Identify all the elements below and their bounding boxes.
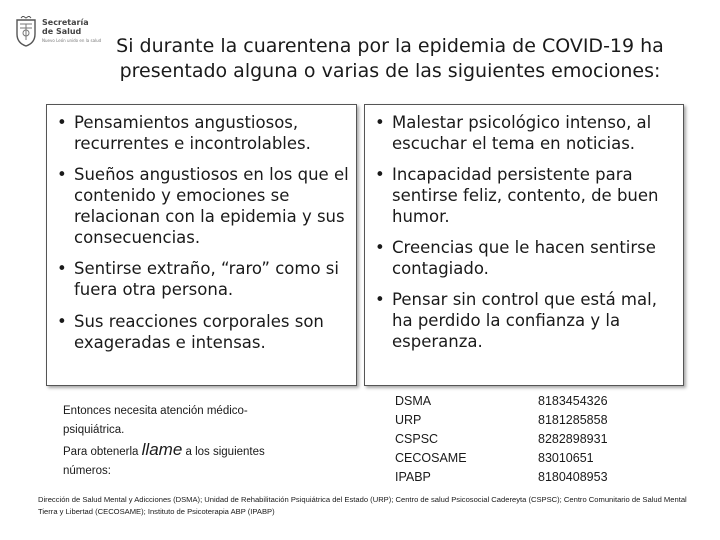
list-item: • Incapacidad persistente para sentirse feliz, contento, de buen humor. xyxy=(365,164,683,227)
contact-name: CECOSAME xyxy=(395,451,467,465)
contact-phone: 8282898931 xyxy=(538,432,608,446)
list-item: • Malestar psicológico intenso, al escuchar el tema en noticias. xyxy=(365,112,683,154)
contact-name: IPABP xyxy=(395,470,431,484)
note-part3: a los siguientes números: xyxy=(63,446,265,477)
institutions-footnote: Dirección de Salud Mental y Adicciones (DSMA); Unidad de Rehabilitación Psiquiátrica del Estado (URP); Centro de salud Psicosocial Cadereyta (CSPSC); Centro Comunitario de Salud Mental Tierra y Libertad (CECOSAME); Instituto de Psicoterapia ABP (IPABP) xyxy=(38,495,687,516)
emotions-box-right xyxy=(364,104,684,386)
contact-name: DSMA xyxy=(395,394,432,408)
coat-of-arms-icon xyxy=(14,16,38,48)
note-part2: Para obtenerla xyxy=(63,446,139,458)
contact-row xyxy=(395,430,655,449)
secretaria-salud-logo xyxy=(14,14,114,54)
list-item: • Sus reacciones corporales son exageradas e intensas. xyxy=(47,311,356,353)
list-item: • Pensar sin control que está mal, ha perdido la confianza y la esperanza. xyxy=(365,289,683,352)
contact-name: URP xyxy=(395,413,422,427)
page-title: Si durante la cuarentena por la epidemia de COVID-19 ha presentado alguna o varias de las siguientes emociones: xyxy=(116,35,664,82)
list-item: • Pensamientos angustiosos, recurrentes e incontrolables. xyxy=(47,112,356,154)
call-to-action-note xyxy=(63,402,273,481)
logo-text-line1: Secretaría xyxy=(42,18,89,27)
emotions-box-left xyxy=(46,104,357,386)
contact-phone: 83010651 xyxy=(538,451,594,465)
contact-row xyxy=(395,449,655,468)
contact-name: CSPSC xyxy=(395,432,439,446)
contact-row xyxy=(395,468,655,487)
list-item: • Creencias que le hacen sentirse contagiado. xyxy=(365,237,683,279)
contact-phone: 8181285858 xyxy=(538,413,608,427)
logo-tagline: Nuevo León unido en la salud xyxy=(42,38,102,43)
contact-list xyxy=(395,392,655,487)
list-item: • Sentirse extraño, “raro” como si fuera otra persona. xyxy=(47,258,356,300)
contact-phone: 8183454326 xyxy=(538,394,608,408)
contact-row xyxy=(395,411,655,430)
contact-row xyxy=(395,392,655,411)
contact-phone: 8180408953 xyxy=(538,470,608,484)
note-emphasis: llame xyxy=(141,440,183,459)
list-item: • Sueños angustiosos en los que el contenido y emociones se relacionan con la epidemia y sus consecuencias. xyxy=(47,164,356,248)
logo-text-line2: de Salud xyxy=(42,27,82,36)
note-part1: Entonces necesita atención médico-psiquiátrica. xyxy=(63,405,248,436)
